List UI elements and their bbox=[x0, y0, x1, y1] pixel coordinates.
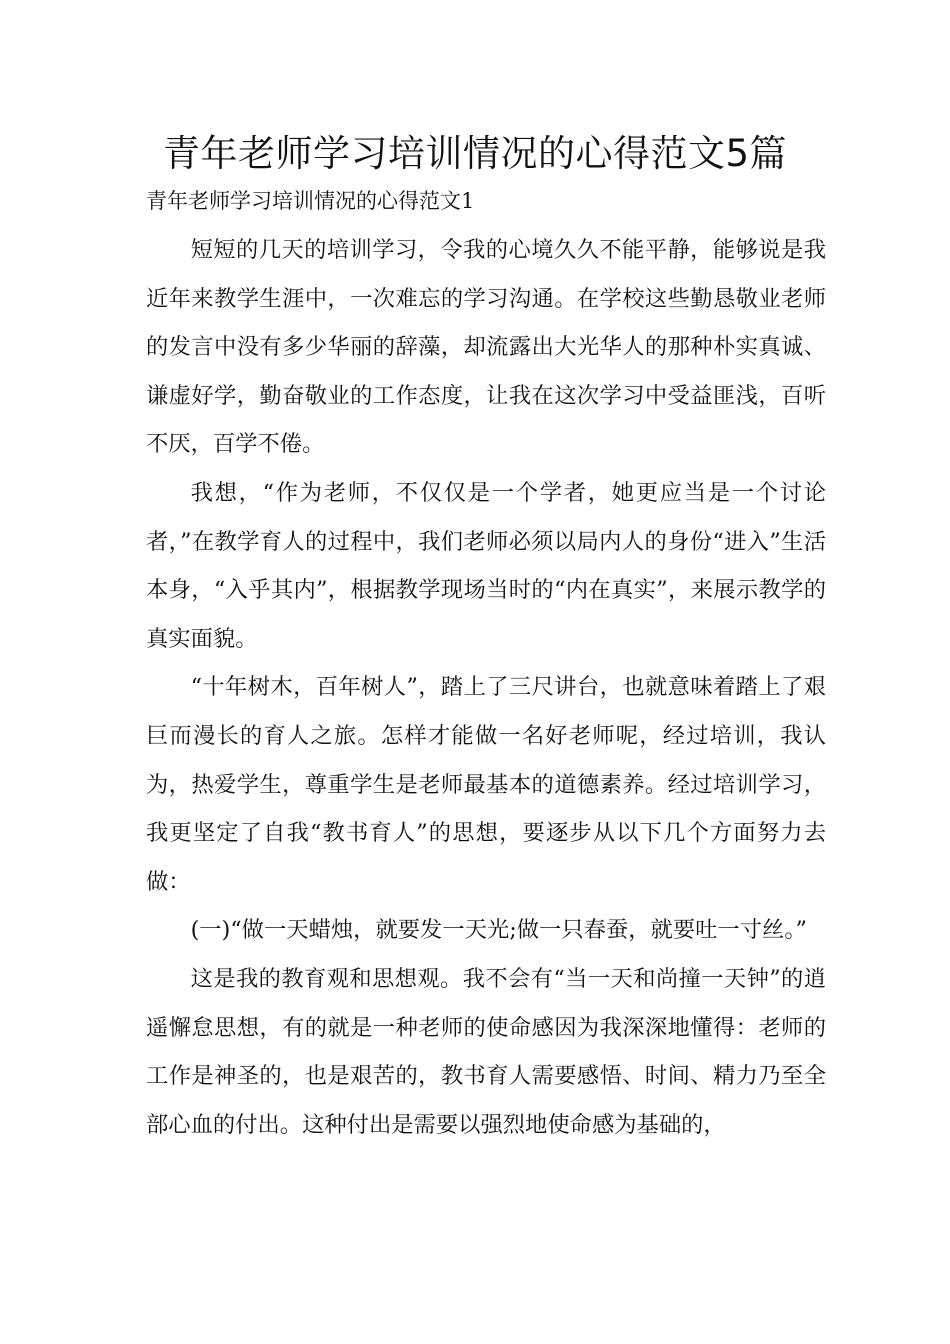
paragraph: (一)“做一天蜡烛，就要发一天光;做一只春蚕，就要吐一寸丝。” bbox=[190, 917, 807, 944]
section-heading: 青年老师学习培训情况的心得范文1 bbox=[146, 189, 475, 213]
paragraph: 我想，“作为老师，不仅仅是一个学者，她更应当是一个讨论者，”在教学育人的过程中，我们老师必须以局内人的身份“进入”生活本身，“入乎其内”，根据教学现场当时的“内在真实”，来展示教学的真实面貌。 bbox=[146, 479, 826, 652]
document-title: 青年老师学习培训情况的心得范文5篇 bbox=[162, 132, 788, 175]
document-body bbox=[146, 226, 826, 1149]
paragraph: 这是我的教育观和思想观。我不会有“当一天和尚撞一天钟”的逍遥懈怠思想，有的就是一种老师的使命感因为我深深地懂得：老师的工作是神圣的，也是艰苦的，教书育人需要感悟、时间、精力乃至全部心血的付出。这种付出是需要以强烈地使命感为基础的， bbox=[146, 965, 826, 1138]
paragraph: “十年树木，百年树人”，踏上了三尺讲台，也就意味着踏上了艰巨而漫长的育人之旅。怎样才能做一名好老师呢，经过培训，我认为，热爱学生，尊重学生是老师最基本的道德素养。经过培训学习，我更坚定了自我“教书育人”的思想，要逐步从以下几个方面努力去做： bbox=[146, 674, 826, 895]
paragraph: 短短的几天的培训学习，令我的心境久久不能平静，能够说是我近年来教学生涯中，一次难忘的学习沟通。在学校这些勤恳敬业老师的发言中没有多少华丽的辞藻，却流露出大光华人的那种朴实真诚、谦虚好学，勤奋敬业的工作态度，让我在这次学习中受益匪浅，百听不厌，百学不倦。 bbox=[146, 237, 826, 458]
